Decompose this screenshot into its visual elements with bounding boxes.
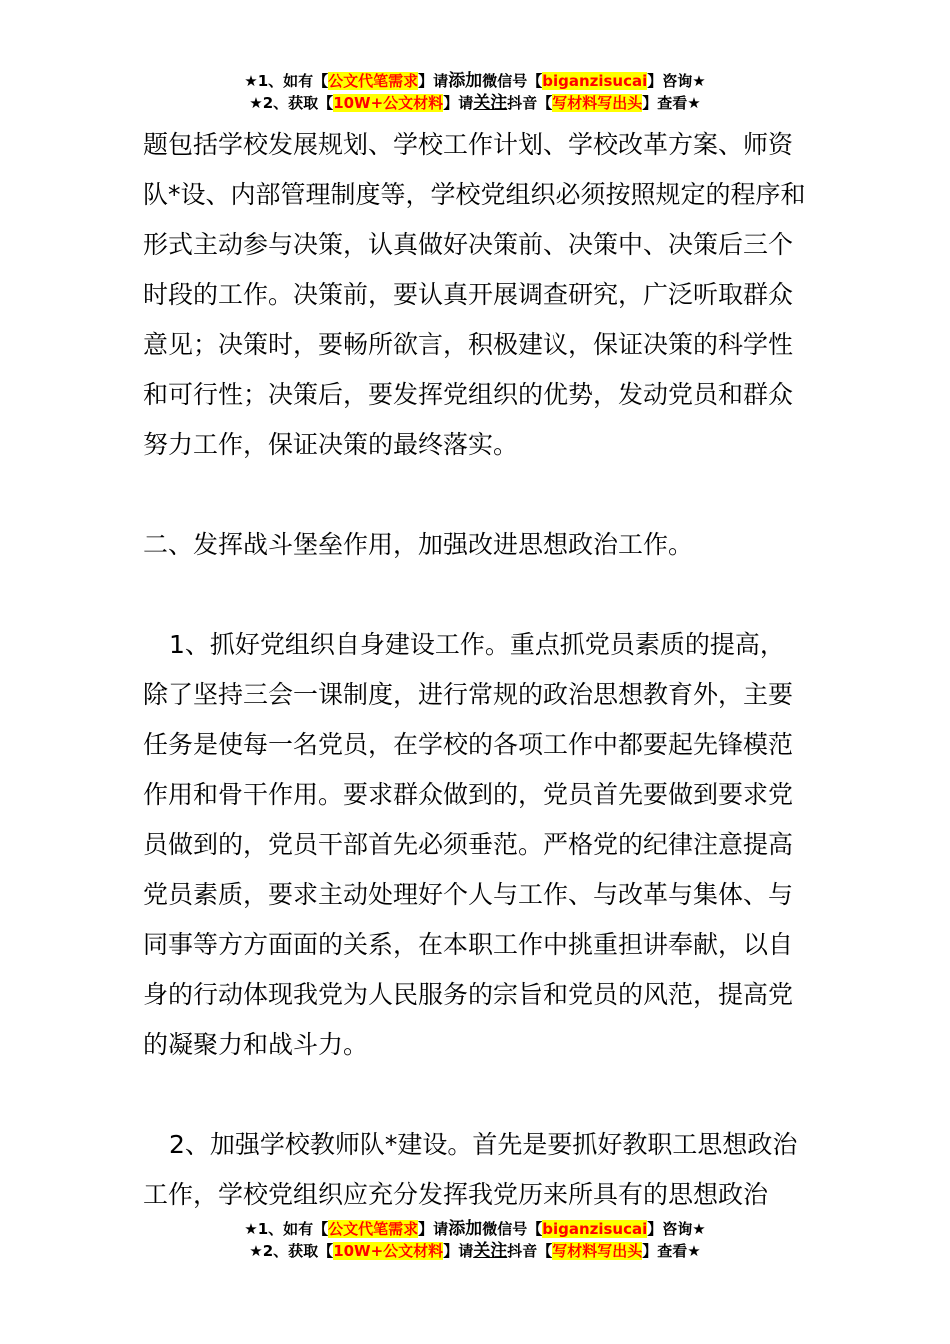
banner-highlight: biganzisucai bbox=[542, 72, 648, 90]
banner-emphasis: 关注 bbox=[473, 1241, 508, 1261]
banner-text: 】查看★ bbox=[642, 1242, 701, 1260]
banner-text: 】请 bbox=[443, 94, 474, 112]
banner-text: ★1、如有【 bbox=[244, 72, 329, 90]
banner-text: 抖音【 bbox=[507, 1242, 553, 1260]
banner-text: 抖音【 bbox=[507, 94, 553, 112]
banner-text: 微信号【 bbox=[482, 72, 543, 90]
banner-highlight: 公文代笔需求 bbox=[328, 1220, 419, 1238]
banner-highlight: 写材料写出头 bbox=[552, 1242, 643, 1260]
document-body bbox=[143, 120, 807, 1220]
banner-text: 】请 bbox=[418, 72, 449, 90]
paragraph-party-building: 1、抓好党组织自身建设工作。重点抓党员素质的提高，除了坚持三会一课制度，进行常规的政治思想教育外，主要任务是使每一名党员，在学校的各项工作中都要起先锋模范作用和骨干作用。要求群众做到的，党员首先要做到要求党员做到的，党员干部首先必须垂范。严格党的纪律注意提高党员素质，要求主动处理好个人与工作、与改革与集体、与同事等方方面面的关系，在本职工作中挑重担讲奉献，以自身的行动体现我党为人民服务的宗旨和党员的风范，提高党的凝聚力和战斗力。 bbox=[143, 630, 794, 1059]
banner-text: 】咨询★ bbox=[647, 1220, 706, 1238]
top-banner bbox=[0, 70, 950, 114]
bottom-banner bbox=[0, 1218, 950, 1262]
paragraph-decision-making: 题包括学校发展规划、学校工作计划、学校改革方案、师资队*设、内部管理制度等，学校党组织必须按照规定的程序和形式主动参与决策，认真做好决策前、决策中、决策后三个时段的工作。决策前，要认真开展调查研究，广泛听取群众意见；决策时，要畅所欲言，积极建议，保证决策的科学性和可行性；决策后，要发挥党组织的优势，发动党员和群众努力工作，保证决策的最终落实。 bbox=[143, 130, 806, 459]
banner-line-2 bbox=[0, 1240, 950, 1262]
section-heading-2: 二、发挥战斗堡垒作用，加强改进思想政治工作。 bbox=[143, 530, 694, 559]
banner-text: 】请 bbox=[443, 1242, 474, 1260]
paragraph-teacher-team: 2、加强学校教师队*建设。首先是要抓好教职工思想政治工作，学校党组织应充分发挥我党历来所具有的思想政治 bbox=[143, 1130, 798, 1209]
banner-text: 微信号【 bbox=[482, 1220, 543, 1238]
banner-highlight: 10W+公文材料 bbox=[333, 94, 444, 112]
banner-emphasis: 关注 bbox=[473, 93, 508, 113]
banner-highlight: 公文代笔需求 bbox=[328, 72, 419, 90]
banner-line-1 bbox=[0, 70, 950, 92]
banner-emphasis: 添加 bbox=[448, 1219, 483, 1239]
banner-line-2 bbox=[0, 92, 950, 114]
banner-highlight: 10W+公文材料 bbox=[333, 1242, 444, 1260]
banner-text: 】请 bbox=[418, 1220, 449, 1238]
banner-text: 】查看★ bbox=[642, 94, 701, 112]
banner-highlight: biganzisucai bbox=[542, 1220, 648, 1238]
banner-text: ★2、获取【 bbox=[249, 94, 334, 112]
banner-text: ★1、如有【 bbox=[244, 1220, 329, 1238]
banner-emphasis: 添加 bbox=[448, 71, 483, 91]
banner-highlight: 写材料写出头 bbox=[552, 94, 643, 112]
banner-line-1 bbox=[0, 1218, 950, 1240]
banner-text: ★2、获取【 bbox=[249, 1242, 334, 1260]
banner-text: 】咨询★ bbox=[647, 72, 706, 90]
